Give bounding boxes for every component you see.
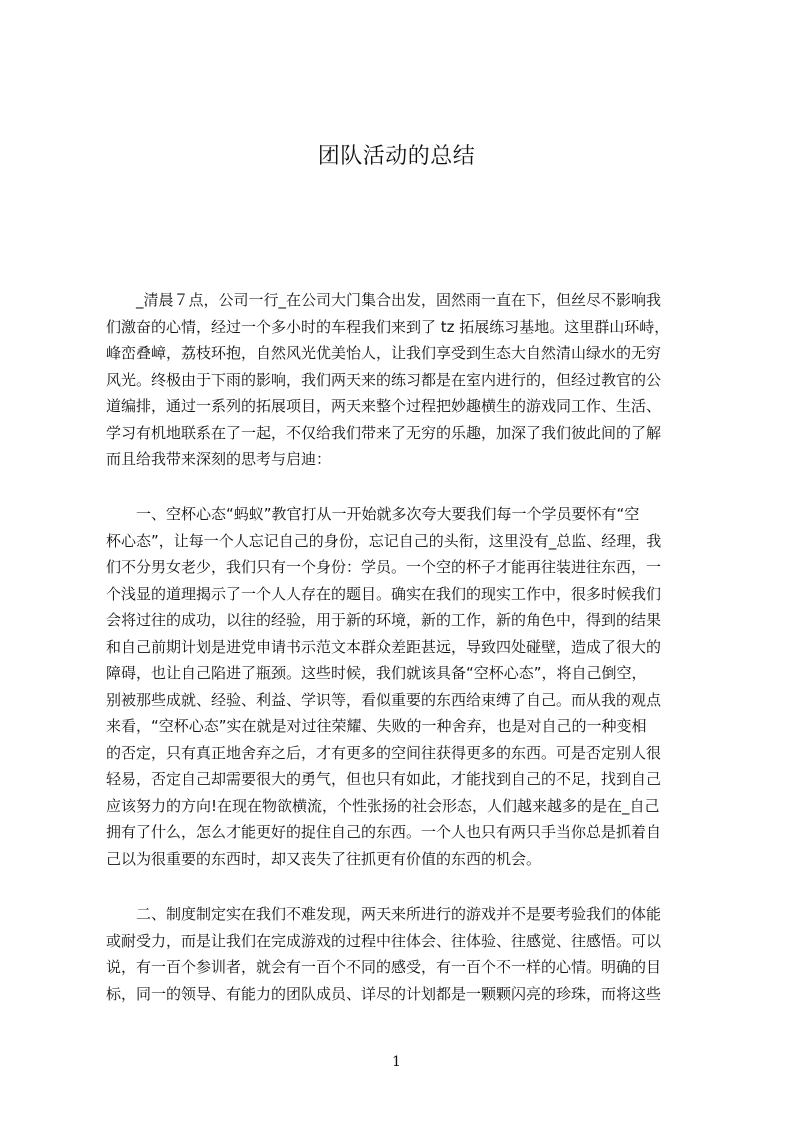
text-line: 拥有了什么，怎么才能更好的捉住自己的东西。一个人也只有两只手当你总是抓着自 [106,823,662,841]
text-line: 己以为很重要的东西时，却又丧失了往抓更有价值的东西的机会。 [106,849,542,868]
text-line: _清晨７点，公司一行_在公司大门集合出发，固然雨一直在下，但丝尽不影响我 [106,291,662,309]
text-line: 轻易，否定自己却需要很大的勇气，但也只有如此，才能找到自己的不足，找到自己 [106,770,662,788]
text-line: 标，同一的领导、有能力的团队成员、详尽的计划都是一颗颗闪亮的珍珠，而将这些 [106,984,662,1003]
paragraph-empty-cup-mindset [106,501,700,872]
text-line: 说，有一百个参训者，就会有一百个不同的感受，有一百个不一样的心情。明确的目 [106,958,662,976]
page-number: 1 [392,1054,401,1070]
text-line: 杯心态”，让每一个人忘记自己的身份，忘记自己的头衔，这里没有_总监、经理，我 [106,531,662,550]
text-line: 的否定，只有真正地舍弃之后，才有更多的空间往获得更多的东西。可是否定别人很 [106,743,662,762]
text-line: 别被那些成就、经验、利益、学识等，看似重要的东西给束缚了自己。而从我的观点 [106,690,662,709]
document-title: 团队活动的总结 [317,144,476,169]
text-line: 应该努力的方向!在现在物欲横流，个性张扬的社会形态，人们越来越多的是在_自己 [106,796,660,815]
text-line: 二、制度制定实在我们不难发现，两天来所进行的游戏并不是要考验我们的体能 [106,905,662,923]
text-line: 学习有机地联系在了一起，不仅给我们带来了无穷的乐趣，加深了我们彼此间的了解 [106,423,662,442]
text-line: 会将过往的成功，以往的经验，用于新的环境，新的工作，新的角色中，得到的结果 [106,611,662,629]
text-line: 来看，“空杯心态”实在就是对过往荣耀、失败的一种舍弃，也是对自己的一种变相 [106,717,647,735]
text-line: 一、空杯心态“蚂蚁”教官打从一开始就多次夸大要我们每一个学员要怀有“空 [106,505,640,523]
text-line: 而且给我带来深刻的思考与启迪： [106,450,332,468]
text-line: 障碍，也让自己陷进了瓶颈。这些时候，我们就该具备“空杯心态”，将自己倒空， [106,664,647,682]
text-line: 道编排，通过一系列的拓展项目，两天来整个过程把妙趣横生的游戏同工作、生活、 [106,397,662,415]
text-line: 风光。终极由于下雨的影响，我们两天来的练习都是在室内进行的，但经过教官的公 [106,370,662,389]
text-line: 和自己前期计划是进党申请书示范文本群众差距甚远，导致四处碰壁，造成了很大的 [106,637,662,656]
paragraph-intro [106,287,700,473]
text-line: 们不分男女老少，我们只有一个身份：学员。一个空的杯子才能再往装进往东西，一 [106,558,662,576]
text-line: 或耐受力，而是让我们在完成游戏的过程中往体会、往体验、往感觉、往感悟。可以 [106,931,662,950]
text-line: 们激奋的心情，经过一个多小时的车程我们来到了 tz 拓展练习基地。这里群山环峙， [106,317,670,336]
text-line: 个浅显的道理揭示了一个人人存在的题目。确实在我们的现实工作中，很多时候我们 [106,584,662,603]
paragraph-system-rules [106,901,700,1007]
text-line: 峰峦叠嶂，荔枝环抱，自然风光优美怡人，让我们享受到生态大自然清山绿水的无穷 [106,344,662,362]
